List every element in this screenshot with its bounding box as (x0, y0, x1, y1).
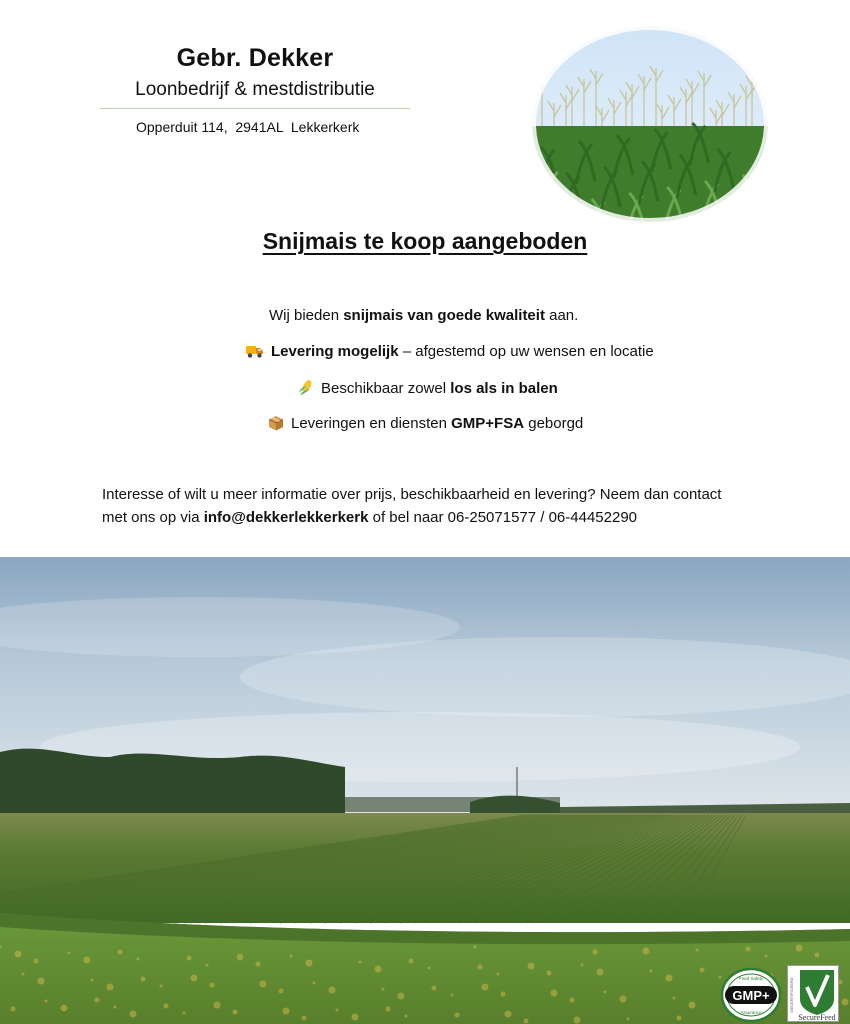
securefeed-logo (787, 965, 839, 1022)
intro-bold: snijmais van goede kwaliteit (343, 307, 545, 324)
company-name: Gebr. Dekker (176, 44, 334, 72)
truck-icon (245, 343, 264, 363)
availability-bold: los als in balen (450, 380, 558, 397)
contact-text: Interesse of wilt u meer informatie over prijs, beschikbaarheid en levering? Neem dan contact met ons op via (102, 486, 722, 526)
intro-line (269, 307, 578, 324)
company-block (100, 44, 410, 101)
intro-end: aan. (544, 307, 579, 324)
availability-text: Beschikbaar zowel (321, 380, 451, 397)
package-icon (268, 415, 284, 435)
company-address: Opperduit 114, 2941AL Lekkerkerk (136, 119, 360, 135)
delivery-line (245, 343, 654, 363)
corn-field-photo (0, 557, 850, 1024)
gmp-ring-top: Feed Safety (738, 976, 764, 981)
securefeed-side-text: GECERTIFICEERD (789, 977, 794, 1013)
gmp-plus-logo (721, 967, 781, 1022)
contact-phone-text: of bel naar 06-25071577 / 06-44452290 (368, 509, 638, 526)
corn-photo (532, 26, 768, 222)
page-headline: Snijmais te koop aangeboden (262, 228, 588, 254)
securefeed-label: SecureFeed (798, 1013, 836, 1022)
availability-line (298, 379, 558, 400)
contact-email[interactable]: info@dekkerlekkerkerk (203, 509, 369, 526)
certified-text: Leveringen en diensten (291, 415, 452, 432)
delivery-text: – afgestemd op uw wensen en locatie (398, 343, 654, 360)
certified-line (268, 415, 583, 435)
header-divider (100, 108, 410, 109)
certified-end: geborgd (524, 415, 584, 432)
gmp-label: GMP+ (732, 988, 770, 1003)
certified-bold: GMP+FSA (451, 415, 525, 432)
delivery-bold: Levering mogelijk (271, 343, 399, 360)
corn-icon (298, 379, 314, 400)
gmp-ring-bottom: Assurance (740, 1010, 762, 1015)
company-subtitle: Loonbedrijf & mestdistributie (135, 79, 375, 100)
intro-text: Wij bieden (269, 307, 344, 324)
contact-paragraph (102, 483, 742, 529)
